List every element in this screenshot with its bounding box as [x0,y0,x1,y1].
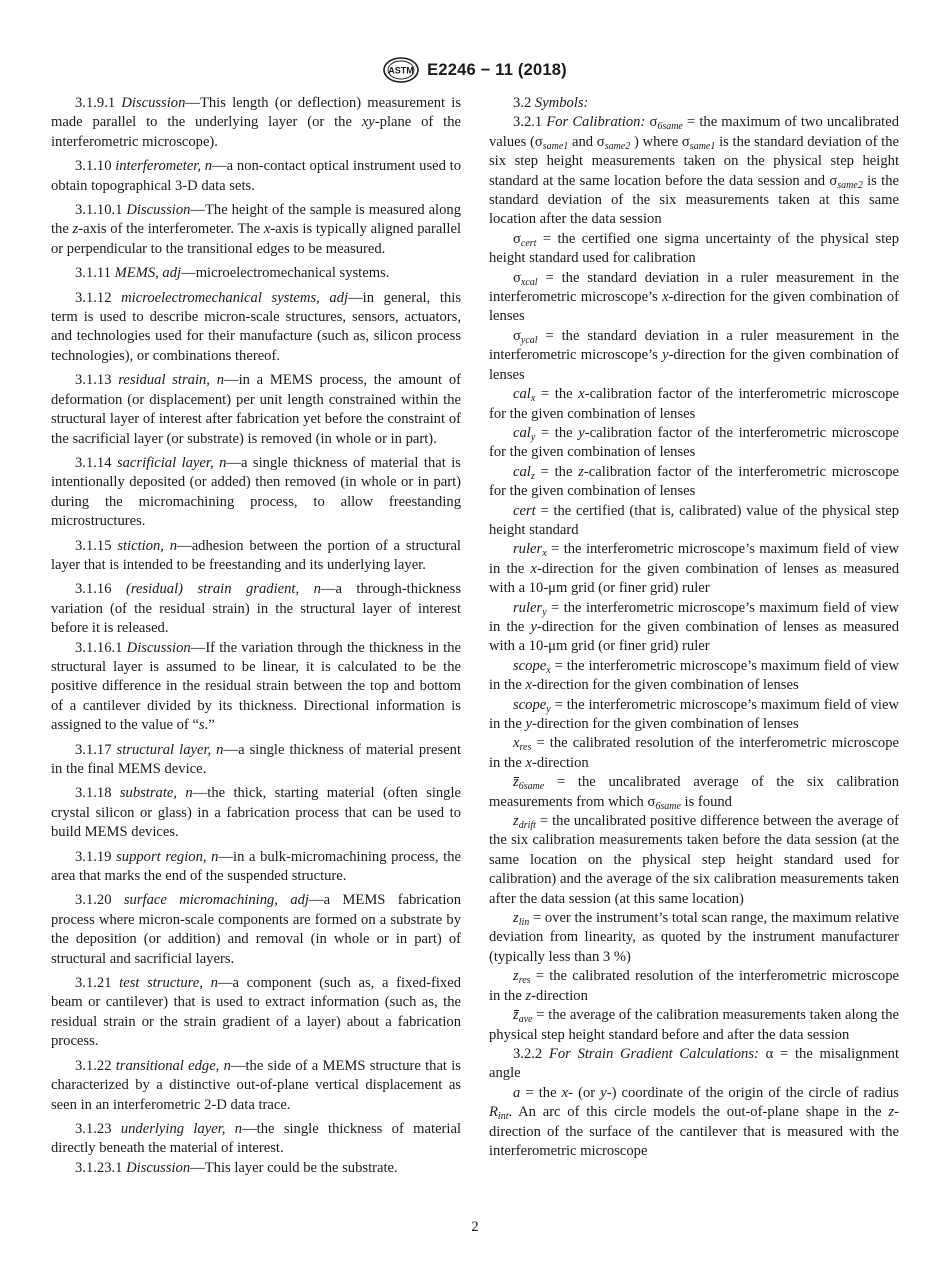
right-column [489,94,899,1161]
left-column [51,94,461,1178]
symbol-definition: $z_{ave}$ = the average of the calibration measurements taken along the physical step height standard before and after the data session [489,1007,899,1043]
symbol-definition: $\sigma_{ycal}$ = the standard deviation in a ruler measurement in the interferometric microscope’s y-direction for the given combination of lenses [489,327,899,383]
definition-paragraph: 3.1.9.1 Discussion—This length (or deflection) measurement is made parallel to the underlying layer (or the xy-plane of the interferometric microscope). [51,95,462,150]
definition-paragraph: 3.1.10 interferometer, n—a non-contact optical instrument used to obtain topographical 3-D data sets. [51,158,462,194]
definition-paragraph: 3.1.14 sacrificial layer, n—a single thickness of material that is intentionally deposited (or added) then removed (in whole or in part) during the micromachining process, to allow freestanding microstructures. [51,454,461,530]
symbol-definition: 3.2.1 For Calibration: $\sigma_{6same}$ = the maximum of two uncalibrated values ($\sigma_{same1}$ and $\sigma_{same2}$ ) where $\sigma_{same1}$ is the standard deviation of the six step height measurements taken on the physical step height standard at the same location before the data session and $\sigma_{same2}$ is the standard deviation of the six measurements taken at this same location after the data session [489,114,899,228]
symbol-definition: cal$_z$ = the z-calibration factor of the interferometric microscope for the given combination of lenses [489,463,899,500]
section-heading: 3.2 Symbols: [513,95,589,111]
symbol-definition: 3.2.2 For Strain Gradient Calculations: α = the misalignment angle [489,1045,900,1082]
definition-paragraph: 3.1.10.1 Discussion—The height of the sample is measured along the z-axis of the interferometer. The x-axis is typically aligned parallel or perpendicular to the transitional edges to be measured. [51,202,462,257]
page-number: 2 [471,1219,479,1235]
definition-paragraph: 3.1.19 support region, n—in a bulk-micromachining process, the area that marks the end of the suspended structure. [51,848,461,885]
symbol-definition: ruler$_y$ = the interferometric microscope’s maximum field of view in the y-direction for the given combination of lenses as measured with a 10-μm grid (or finer grid) ruler [489,599,899,655]
page-header [0,56,950,84]
definition-paragraph: 3.1.23.1 Discussion—This layer could be the substrate. [75,1159,398,1176]
symbol-definition: scope$_y$ = the interferometric microscope’s maximum field of view in the y-direction for the given combination of lenses [489,696,899,732]
symbol-definition: cal$_y$ = the y-calibration factor of the interferometric microscope for the given combination of lenses [489,424,900,461]
definition-paragraph: 3.1.13 residual strain, n—in a MEMS process, the amount of deformation (or displacement) per unit length constrained within the structural layer of interest after fabrication yet before the constraint of the sacrificial layer (or substrate) is removed (in whole or in part). [51,372,461,447]
symbol-definition: cert = the certified (that is, calibrated) value of the physical step height standard [489,502,899,538]
definition-paragraph: 3.1.22 transitional edge, n—the side of a MEMS structure that is characterized by a distinctive out-of-plane vertical displacement as seen in an interferometric 2-D data trace. [51,1057,461,1113]
definition-paragraph: 3.1.11 MEMS, adj—microelectromechanical systems. [75,265,390,282]
symbol-definition: $z_{lin}$ = over the instrument’s total scan range, the maximum relative deviation from linearity, as quoted by the instrument manufacturer (typically less than 3 %) [489,910,899,965]
symbol-definition: $z_{6same}$ = the uncalibrated average of the six calibration measurements from which $\sigma_{6same}$ is found [489,774,899,812]
definition-paragraph: 3.1.20 surface micromachining, adj—a MEMS fabrication process where micron-scale components are formed on a substrate by the deposition (or addition) and removal (in whole or in part) of structural and sacrificial layers. [51,892,461,967]
definition-paragraph: 3.1.23 underlying layer, n—the single thickness of material directly beneath the material of interest. [51,1120,461,1157]
document-id: E2246 − 11 (2018) [427,60,567,79]
definition-paragraph: 3.1.15 stiction, n—adhesion between the portion of a structural layer that is intended to be freestanding and its underlying layer. [51,537,461,573]
symbol-definition: $x_{res}$ = the calibrated resolution of the interferometric microscope in the x-direction [489,735,899,771]
definition-paragraph: 3.1.18 substrate, n—the thick, starting material (often single crystal silicon or glass) in a fabrication process that can be used to build MEMS devices. [51,785,462,841]
symbol-definition: $\sigma_{xcal}$ = the standard deviation in a ruler measurement in the interferometric microscope’s x-direction for the given combination of lenses [489,269,899,325]
definition-paragraph: 3.1.17 structural layer, n—a single thickness of material present in the final MEMS device. [51,741,462,777]
definition-paragraph: 3.1.16 (residual) strain gradient, n—a through-thickness variation (of the residual strain) in the structural layer of interest before it is released. [51,581,461,637]
symbol-definition: a = the x- (or y-) coordinate of the origin of the circle of radius $R_{int}$. An arc of this circle models the out-of-plane shape in the z-direction of the surface of the cantilever that is measured with the interferometric microscope [489,1084,899,1159]
definition-paragraph: 3.1.21 test structure, n—a component (such as, a fixed-fixed beam or cantilever) that is used to extract information (such as, the residual strain or the strain gradient of a layer) about a fabrication process. [51,975,461,1050]
symbol-definition: $z_{drift}$ = the uncalibrated positive difference between the average of the six calibration measurements taken before the data session (at the same location on the physical step height standard used for calibration) and the average of the six calibration measurements taken after the data session (at this same location) [489,813,899,907]
symbol-definition: scope$_x$ = the interferometric microscope’s maximum field of view in the x-direction for the given combination of lenses [489,657,899,694]
definition-paragraph: 3.1.12 microelectromechanical systems, adj—in general, this term is used to describe micron-scale structures, sensors, actuators, and technologies used for their manufacture (such as, silicon process technologies), or combinations thereof. [51,289,461,364]
symbol-definition: $\sigma_{cert}$ = the certified one sigma uncertainty of the physical step height standard used for calibration [489,230,899,267]
svg-text:ASTM: ASTM [388,65,414,76]
symbol-definition: cal$_x$ = the x-calibration factor of the interferometric microscope for the given combination of lenses [489,386,900,422]
astm-logo-icon [383,57,419,83]
symbol-definition: $z_{res}$ = the calibrated resolution of the interferometric microscope in the z-direction [489,968,899,1004]
symbol-definition: ruler$_x$ = the interferometric microscope’s maximum field of view in the x-direction for the given combination of lenses as measured with a 10-μm grid (or finer grid) ruler [489,541,899,597]
definition-paragraph: 3.1.16.1 Discussion—If the variation through the thickness in the structural layer is assumed to be linear, it is calculated to be the positive difference in the residual strain between the top and bottom of a cantilever divided by its thickness. Directional information is assigned to the value of “s.” [51,639,461,734]
